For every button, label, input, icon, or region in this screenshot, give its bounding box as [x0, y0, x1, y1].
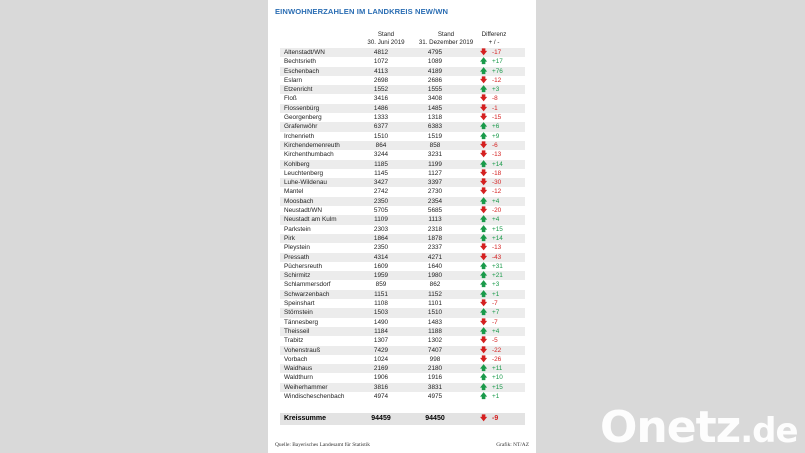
population-december: 2686	[427, 76, 443, 84]
arrow-down-icon: 🡇	[480, 114, 488, 122]
population-difference: -6	[492, 141, 498, 149]
population-difference: -7	[492, 318, 498, 326]
population-difference: -12	[492, 188, 502, 196]
table-row	[280, 253, 525, 262]
municipality-name: Neustadt/WN	[284, 207, 323, 215]
arrow-up-icon: 🡅	[480, 160, 488, 168]
arrow-down-icon: 🡇	[480, 300, 488, 308]
population-december: 2337	[427, 244, 443, 252]
table-row	[280, 67, 525, 76]
source-note: Quelle: Bayerisches Landesamt für Statistik	[275, 442, 370, 448]
population-december: 2354	[427, 197, 443, 205]
population-june: 7429	[373, 346, 389, 354]
population-december: 1640	[427, 262, 443, 270]
population-december: 1485	[427, 104, 443, 112]
population-june: 1185	[374, 160, 388, 168]
table-row	[280, 197, 525, 206]
population-difference: +76	[492, 67, 503, 75]
table-row	[280, 57, 525, 66]
arrow-down-icon: 🡇	[480, 244, 488, 252]
table-row	[280, 271, 525, 280]
population-difference: -43	[492, 253, 502, 261]
arrow-up-icon: 🡅	[480, 58, 488, 66]
population-december: 4271	[427, 253, 443, 261]
population-difference: -22	[492, 346, 502, 354]
population-difference: +1	[492, 290, 500, 298]
table-row	[280, 132, 525, 141]
table-row	[280, 94, 525, 103]
population-december: 1916	[427, 374, 443, 382]
table-row	[280, 336, 525, 345]
municipality-name: Speinshart	[284, 300, 315, 308]
population-june: 859	[375, 281, 387, 289]
municipality-name: Parkstein	[284, 225, 311, 233]
arrow-up-icon: 🡅	[480, 123, 488, 131]
arrow-up-icon: 🡅	[480, 327, 488, 335]
population-difference: +9	[492, 132, 500, 140]
population-difference: -8	[492, 95, 498, 103]
population-difference: +10	[492, 374, 503, 382]
population-june: 6377	[373, 123, 389, 131]
arrow-down-icon: 🡇	[480, 188, 488, 196]
population-difference: +21	[492, 272, 503, 280]
municipality-name: Mantel	[284, 188, 304, 196]
population-difference: +15	[492, 383, 503, 391]
column-header-difference	[474, 31, 514, 47]
municipality-name: Vorbach	[284, 355, 308, 363]
municipality-name: Eslarn	[284, 76, 303, 84]
population-difference: +11	[492, 365, 503, 373]
municipality-name: Kirchenthumbach	[284, 151, 334, 159]
population-june: 4812	[373, 49, 389, 56]
table-row	[280, 327, 525, 336]
arrow-down-icon: 🡇	[480, 104, 488, 112]
total-december: 94450	[425, 415, 445, 422]
table-row	[280, 346, 525, 355]
table-row	[280, 169, 525, 178]
population-december: 1101	[428, 300, 442, 308]
population-december: 1302	[427, 337, 443, 345]
population-june: 1486	[373, 104, 389, 112]
population-difference: -7	[492, 300, 498, 308]
arrow-up-icon: 🡅	[480, 383, 488, 391]
population-difference: +6	[492, 123, 500, 131]
arrow-down-icon: 🡇	[480, 415, 488, 422]
table-row	[280, 262, 525, 271]
population-december: 1510	[427, 309, 443, 317]
arrow-up-icon: 🡅	[480, 272, 488, 280]
population-june: 4314	[373, 253, 389, 261]
municipality-name: Luhe-Wildenau	[284, 179, 327, 187]
population-december: 4975	[427, 392, 443, 400]
population-difference: +7	[492, 309, 500, 317]
population-difference: -30	[492, 179, 502, 187]
table-row	[280, 113, 525, 122]
arrow-down-icon: 🡇	[480, 76, 488, 84]
watermark-tld: de	[752, 411, 798, 451]
arrow-down-icon: 🡇	[480, 141, 488, 149]
population-difference: +4	[492, 216, 500, 224]
population-december: 4795	[427, 49, 443, 56]
table-row	[280, 373, 525, 382]
arrow-up-icon: 🡅	[480, 290, 488, 298]
municipality-name: Schlammersdorf	[284, 281, 331, 289]
arrow-down-icon: 🡇	[480, 346, 488, 354]
population-december: 3231	[427, 151, 443, 159]
population-june: 1151	[374, 290, 388, 298]
population-difference: -12	[492, 76, 502, 84]
column-header-december-line2: 31. Dezember 2019	[418, 39, 474, 46]
arrow-up-icon: 🡅	[480, 262, 488, 270]
municipality-name: Vohenstrauß	[284, 346, 321, 354]
population-december: 998	[429, 355, 441, 363]
municipality-name: Leuchtenberg	[284, 169, 324, 177]
population-december: 5685	[427, 207, 443, 215]
population-december: 3397	[427, 179, 443, 187]
population-december: 3408	[427, 95, 443, 103]
population-june: 1109	[374, 216, 388, 224]
population-june: 1307	[373, 337, 389, 345]
arrow-down-icon: 🡇	[480, 318, 488, 326]
municipality-name: Weiherhammer	[284, 383, 328, 391]
arrow-down-icon: 🡇	[480, 169, 488, 177]
municipality-name: Waldthurn	[284, 374, 313, 382]
municipality-name: Irchenrieth	[284, 132, 315, 140]
municipality-name: Kohlberg	[284, 160, 310, 168]
municipality-name: Püchersreuth	[284, 262, 323, 270]
population-difference: +1	[492, 392, 500, 400]
population-december: 2180	[427, 365, 443, 373]
table-row	[280, 355, 525, 364]
population-june: 1072	[373, 58, 389, 66]
table-row	[280, 225, 525, 234]
municipality-name: Windischeschenbach	[284, 392, 345, 400]
population-difference: +31	[492, 262, 503, 270]
population-december: 1152	[428, 290, 442, 298]
municipality-name: Pleystein	[284, 244, 310, 252]
arrow-up-icon: 🡅	[480, 132, 488, 140]
total-difference: -9	[492, 415, 499, 422]
population-difference: -13	[492, 244, 502, 252]
table-row	[280, 160, 525, 169]
table-row	[280, 392, 525, 401]
table-row	[280, 206, 525, 215]
table-row	[280, 104, 525, 113]
arrow-down-icon: 🡇	[480, 49, 488, 56]
population-difference: -20	[492, 207, 502, 215]
arrow-up-icon: 🡅	[480, 309, 488, 317]
arrow-up-icon: 🡅	[480, 86, 488, 94]
population-difference: +4	[492, 197, 500, 205]
population-june: 1906	[373, 374, 389, 382]
municipality-name: Grafenwöhr	[284, 123, 318, 131]
arrow-up-icon: 🡅	[480, 374, 488, 382]
table-row	[280, 234, 525, 243]
population-december: 1519	[427, 132, 443, 140]
population-june: 1024	[373, 355, 389, 363]
population-difference: -1	[492, 104, 498, 112]
arrow-up-icon: 🡅	[480, 392, 488, 400]
population-june: 1333	[373, 114, 389, 122]
population-june: 1609	[373, 262, 389, 270]
population-difference: +3	[492, 86, 500, 94]
population-december: 1483	[427, 318, 443, 326]
arrow-down-icon: 🡇	[480, 337, 488, 345]
watermark-brand: Onetz	[600, 402, 741, 453]
population-december: 1318	[427, 114, 443, 122]
table-row	[280, 299, 525, 308]
onetz-logo-watermark: Onetz.de	[600, 402, 798, 453]
population-difference: -17	[492, 49, 502, 56]
population-june: 3244	[373, 151, 389, 159]
municipality-name: Tännesberg	[284, 318, 319, 326]
total-june: 94459	[371, 415, 391, 422]
population-june: 1510	[373, 132, 389, 140]
population-december: 2730	[427, 188, 443, 196]
arrow-up-icon: 🡅	[480, 365, 488, 373]
arrow-up-icon: 🡅	[480, 234, 488, 242]
population-december: 858	[429, 141, 441, 149]
population-june: 2350	[373, 244, 389, 252]
arrow-up-icon: 🡅	[480, 197, 488, 205]
municipality-name: Schwarzenbach	[284, 290, 330, 298]
population-difference: -13	[492, 151, 502, 159]
table-row	[280, 280, 525, 289]
population-june: 1108	[374, 300, 388, 308]
arrow-down-icon: 🡇	[480, 179, 488, 187]
total-label: Kreissumme	[284, 415, 327, 422]
arrow-down-icon: 🡇	[480, 207, 488, 215]
table-row	[280, 150, 525, 159]
municipality-name: Kirchendemenreuth	[284, 141, 340, 149]
municipality-name: Etzenricht	[284, 86, 313, 94]
population-december: 1980	[427, 272, 443, 280]
population-june: 2698	[373, 76, 389, 84]
page-title: EINWOHNERZAHLEN IM LANDKREIS NEW/WN	[275, 7, 449, 16]
municipality-name: Moosbach	[284, 197, 314, 205]
column-header-difference-line2: + / -	[488, 39, 500, 46]
arrow-down-icon: 🡇	[480, 355, 488, 363]
population-june: 1864	[373, 234, 389, 242]
population-difference: -26	[492, 355, 502, 363]
population-june: 2350	[373, 197, 389, 205]
population-table	[280, 48, 525, 401]
population-difference: +17	[492, 58, 503, 66]
population-difference: -18	[492, 169, 502, 177]
table-row	[280, 76, 525, 85]
graphic-credit: Grafik: NT/AZ	[496, 442, 529, 448]
municipality-name: Theisseil	[284, 327, 310, 335]
population-december: 1199	[428, 160, 442, 168]
table-row	[280, 364, 525, 373]
population-june: 4113	[374, 67, 388, 75]
population-difference: +14	[492, 160, 503, 168]
population-june: 4974	[373, 392, 389, 400]
table-row	[280, 48, 525, 57]
table-row	[280, 383, 525, 392]
municipality-name: Georgenberg	[284, 114, 322, 122]
table-row	[280, 290, 525, 299]
column-header-december-line1: Stand	[437, 31, 455, 38]
population-difference: -15	[492, 114, 502, 122]
municipality-name: Altenstadt/WN	[284, 49, 325, 56]
population-december: 862	[429, 281, 441, 289]
table-row	[280, 215, 525, 224]
column-header-difference-line1: Differenz	[481, 31, 507, 38]
table-row	[280, 178, 525, 187]
arrow-down-icon: 🡇	[480, 253, 488, 261]
population-june: 1184	[374, 327, 388, 335]
population-december: 1089	[427, 58, 443, 66]
table-row	[280, 318, 525, 327]
population-june: 3816	[373, 383, 389, 391]
arrow-down-icon: 🡇	[480, 151, 488, 159]
arrow-up-icon: 🡅	[480, 67, 488, 75]
municipality-name: Floß	[284, 95, 297, 103]
population-june: 1145	[374, 169, 388, 177]
municipality-name: Flossenbürg	[284, 104, 320, 112]
population-december: 1878	[427, 234, 443, 242]
population-june: 1490	[373, 318, 389, 326]
population-june: 2169	[373, 365, 389, 373]
population-december: 4189	[427, 67, 443, 75]
municipality-name: Pressath	[284, 253, 310, 261]
municipality-name: Schirmitz	[284, 272, 311, 280]
total-row	[280, 413, 525, 425]
population-december: 2318	[427, 225, 443, 233]
arrow-up-icon: 🡅	[480, 281, 488, 289]
municipality-name: Waidhaus	[284, 365, 313, 373]
population-december: 1188	[428, 327, 442, 335]
population-difference: +14	[492, 234, 503, 242]
municipality-name: Eschenbach	[284, 67, 320, 75]
population-december: 1113	[428, 216, 442, 224]
column-header-june-line2: 30. Juni 2019	[367, 39, 405, 46]
population-june: 2303	[373, 225, 389, 233]
table-row	[280, 243, 525, 252]
arrow-up-icon: 🡅	[480, 225, 488, 233]
population-difference: +15	[492, 225, 503, 233]
population-june: 1552	[373, 86, 389, 94]
table-row	[280, 85, 525, 94]
population-december: 3831	[427, 383, 443, 391]
municipality-name: Pirk	[284, 234, 296, 242]
municipality-name: Bechtsrieth	[284, 58, 316, 66]
infographic-card	[268, 0, 536, 453]
table-row	[280, 187, 525, 196]
column-header-june-line1: Stand	[377, 31, 395, 38]
population-june: 2742	[373, 188, 389, 196]
table-row	[280, 308, 525, 317]
municipality-name: Neustadt am Kulm	[284, 216, 337, 224]
population-december: 7407	[427, 346, 443, 354]
arrow-down-icon: 🡇	[480, 95, 488, 103]
table-row	[280, 141, 525, 150]
population-december: 6383	[427, 123, 443, 131]
population-difference: -5	[492, 337, 498, 345]
population-june: 1959	[373, 272, 389, 280]
population-december: 1555	[427, 86, 443, 94]
municipality-name: Störnstein	[284, 309, 313, 317]
population-difference: +4	[492, 327, 500, 335]
population-june: 864	[375, 141, 387, 149]
municipality-name: Trabitz	[284, 337, 304, 345]
population-june: 3416	[373, 95, 389, 103]
population-difference: +3	[492, 281, 500, 289]
population-june: 5705	[373, 207, 389, 215]
table-row	[280, 122, 525, 131]
population-december: 1127	[428, 169, 442, 177]
population-june: 1503	[373, 309, 389, 317]
population-june: 3427	[373, 179, 389, 187]
arrow-up-icon: 🡅	[480, 216, 488, 224]
